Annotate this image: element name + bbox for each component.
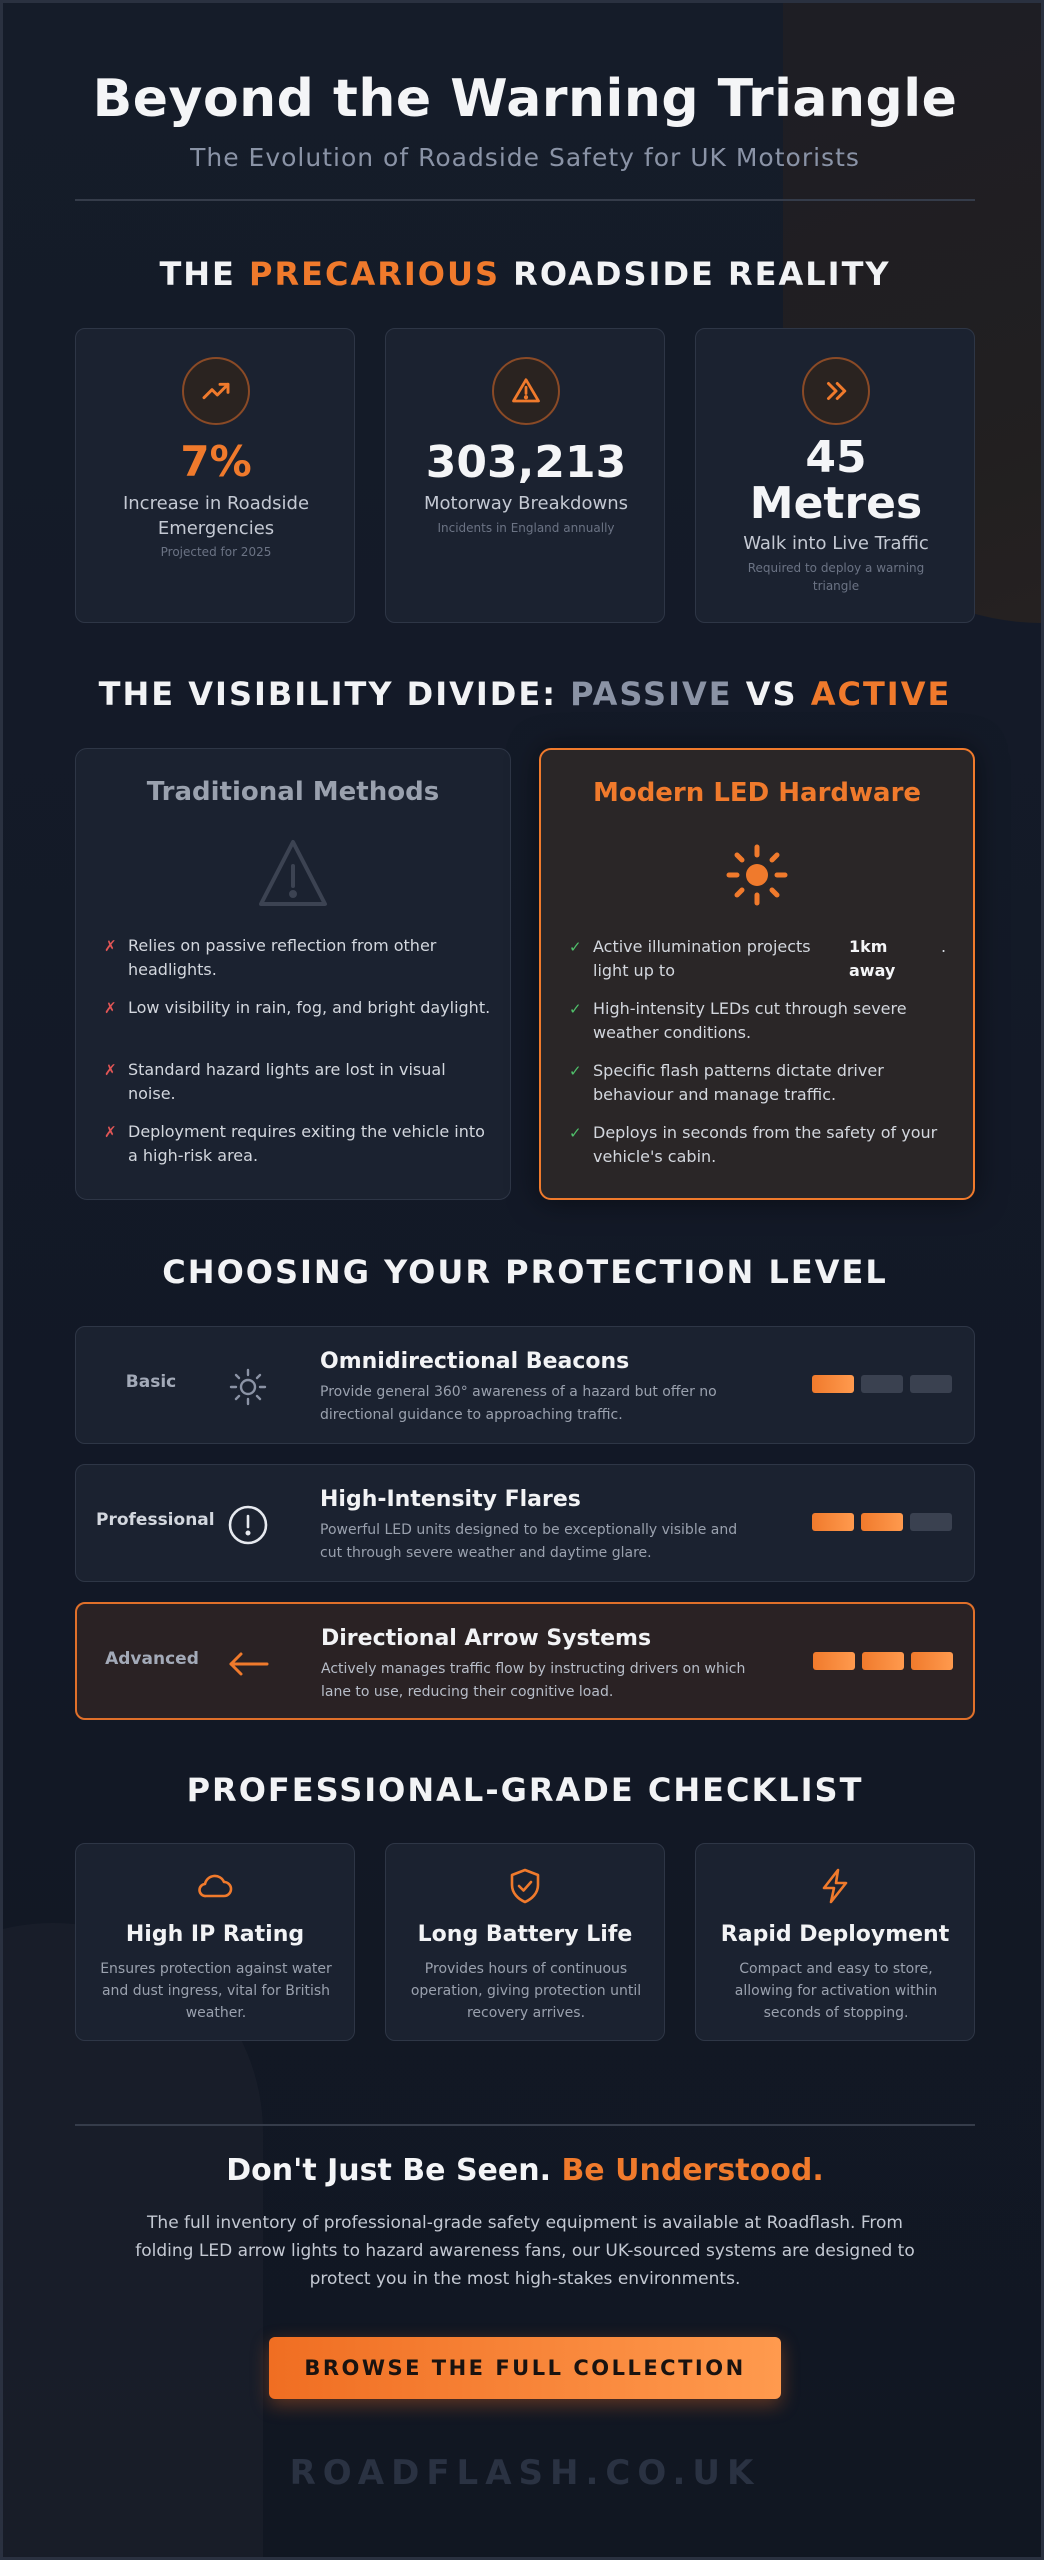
sun-icon [717, 835, 797, 915]
beacon-icon [226, 1365, 270, 1409]
checklist-description: Provides hours of continuous operation, giving protection until recovery arrives. [410, 1961, 642, 2021]
tier-level: Basic [125, 1372, 177, 1392]
stat-value-unit: Metres [749, 478, 923, 529]
rating-bar [910, 1513, 952, 1531]
check-icon: ✓ [569, 1124, 582, 1142]
stat-card-emergencies [75, 328, 355, 623]
stat-label: Motorway Breakdowns [424, 493, 628, 514]
stat-value: 303,213 [425, 437, 627, 488]
cross-icon: ✗ [104, 1061, 117, 1079]
stat-card-breakdowns [385, 328, 665, 623]
title-part: THE [159, 255, 250, 293]
stat-note: Projected for 2025 [160, 545, 272, 559]
rating-bar [861, 1375, 903, 1393]
section-title-protection: CHOOSING YOUR PROTECTION LEVEL [162, 1253, 888, 1291]
tier-level: Professional [96, 1510, 215, 1530]
stat-value-number: 45 [805, 432, 867, 483]
stat-note: Required to deploy a warning triangle [747, 561, 925, 593]
shield-check-icon [505, 1866, 545, 1906]
cta-text: The full inventory of professional-grade safety equipment is available at Roadflash. From folding LED arrow lights to hazard awareness fans, our UK-sourced systems are designed to protect you in the most high-stakes environments. [135, 2213, 915, 2289]
browse-collection-button[interactable]: BROWSE THE FULL COLLECTION [269, 2337, 781, 2399]
stat-label: Increase in Roadside Emergencies [122, 493, 310, 539]
cross-icon: ✗ [104, 937, 117, 955]
list-item [104, 996, 494, 1044]
card-heading: Modern LED Hardware [592, 778, 922, 808]
divider [75, 2124, 975, 2126]
stat-card-walk [695, 328, 975, 623]
trending-up-icon [182, 357, 250, 425]
rating-bar [812, 1375, 854, 1393]
rating-bar [812, 1513, 854, 1531]
checklist-title: Long Battery Life [417, 1922, 633, 1947]
section-title-divide [75, 675, 975, 713]
tier-name: High-Intensity Flares [320, 1487, 581, 1512]
alert-circle-icon [226, 1503, 270, 1547]
cloud-icon [195, 1866, 235, 1906]
list-item [104, 1120, 494, 1168]
list-item-text: Low visibility in rain, fog, and bright daylight. [128, 998, 491, 1017]
footer-brand: ROADFLASH.CO.UK [289, 2453, 761, 2493]
list-item [104, 934, 494, 982]
checklist-card-battery [385, 1843, 665, 2041]
rating-bars [812, 1375, 952, 1395]
rating-bar [862, 1652, 904, 1670]
stat-label: Walk into Live Traffic [743, 533, 929, 554]
tier-level: Advanced [105, 1649, 199, 1669]
list-item-text: Active illumination projects light up to [593, 937, 811, 980]
divider [75, 199, 975, 201]
cross-icon: ✗ [104, 1123, 117, 1141]
cross-icon: ✗ [104, 999, 117, 1017]
title-accent: PRECARIOUS [249, 255, 501, 293]
title-accent: Be Understood. [561, 2153, 824, 2188]
tier-basic [75, 1326, 975, 1444]
list-item-text: Specific flash patterns dictate driver behaviour and manage traffic. [593, 1061, 884, 1104]
section-title-checklist: PROFESSIONAL-GRADE CHECKLIST [186, 1771, 864, 1809]
tier-name: Directional Arrow Systems [321, 1626, 652, 1651]
list-item-text: Standard hazard lights are lost in visual noise. [128, 1060, 446, 1103]
double-chevron-right-icon [802, 357, 870, 425]
list-item [569, 1059, 959, 1107]
check-icon: ✓ [569, 1062, 582, 1080]
checklist-card-ip [75, 1843, 355, 2041]
traditional-list [104, 934, 494, 1182]
modern-list [569, 935, 959, 1183]
title-part: ROADSIDE REALITY [500, 255, 891, 293]
warning-icon [492, 357, 560, 425]
rating-bars [813, 1652, 953, 1672]
tier-name: Omnidirectional Beacons [320, 1349, 630, 1374]
stat-value: 7% [180, 437, 252, 486]
title-part: Don't Just Be Seen. [226, 2153, 562, 2188]
section-title-reality [75, 255, 975, 293]
title-part: VS [732, 675, 811, 713]
rating-bars [812, 1513, 952, 1533]
list-item-text: Deploys in seconds from the safety of your vehicle's cabin. [593, 1123, 938, 1166]
cta-title [75, 2153, 975, 2188]
page-title: Beyond the Warning Triangle [92, 69, 958, 129]
arrow-left-icon [227, 1642, 271, 1686]
checklist-title: Rapid Deployment [720, 1922, 950, 1947]
stat-note: Incidents in England annually [437, 521, 615, 535]
modern-led-card [539, 748, 975, 1200]
title-active: ACTIVE [810, 675, 952, 713]
list-item [569, 1121, 959, 1169]
list-item-end: . [941, 937, 947, 956]
list-item [569, 935, 959, 983]
list-item-text: Relies on passive reflection from other headlights. [128, 936, 437, 979]
rating-bar [813, 1652, 855, 1670]
tier-description: Actively manages traffic flow by instructing drivers on which lane to use, reducing their cognitive load. [321, 1661, 746, 1700]
lightning-icon [815, 1866, 855, 1906]
list-item-text: High-intensity LEDs cut through severe weather conditions. [593, 999, 907, 1042]
title-passive: PASSIVE [570, 675, 733, 713]
tier-description: Powerful LED units designed to be exceptionally visible and cut through severe weather and daytime glare. [320, 1522, 738, 1561]
highlight-distance: 1km away [849, 937, 896, 980]
title-part: THE VISIBILITY DIVIDE: [98, 675, 571, 713]
card-heading: Traditional Methods [146, 777, 440, 807]
warning-triangle-icon [253, 834, 333, 914]
tier-advanced [75, 1602, 975, 1720]
tier-professional [75, 1464, 975, 1582]
rating-bar [861, 1513, 903, 1531]
list-item [569, 997, 959, 1045]
checklist-description: Ensures protection against water and dust ingress, vital for British weather. [100, 1961, 332, 2021]
list-item [104, 1058, 494, 1106]
check-icon: ✓ [569, 938, 582, 956]
rating-bar [910, 1375, 952, 1393]
stat-value [696, 432, 976, 529]
traditional-methods-card [75, 748, 511, 1200]
list-item-text: Deployment requires exiting the vehicle into a high-risk area. [128, 1122, 485, 1165]
check-icon: ✓ [569, 1000, 582, 1018]
checklist-title: High IP Rating [125, 1922, 305, 1947]
tier-description: Provide general 360° awareness of a hazard but offer no directional guidance to approaching traffic. [320, 1384, 717, 1423]
checklist-description: Compact and easy to store, allowing for activation within seconds of stopping. [734, 1961, 938, 2021]
rating-bar [911, 1652, 953, 1670]
checklist-card-deploy [695, 1843, 975, 2041]
page-subtitle: The Evolution of Roadside Safety for UK Motorists [190, 143, 860, 172]
